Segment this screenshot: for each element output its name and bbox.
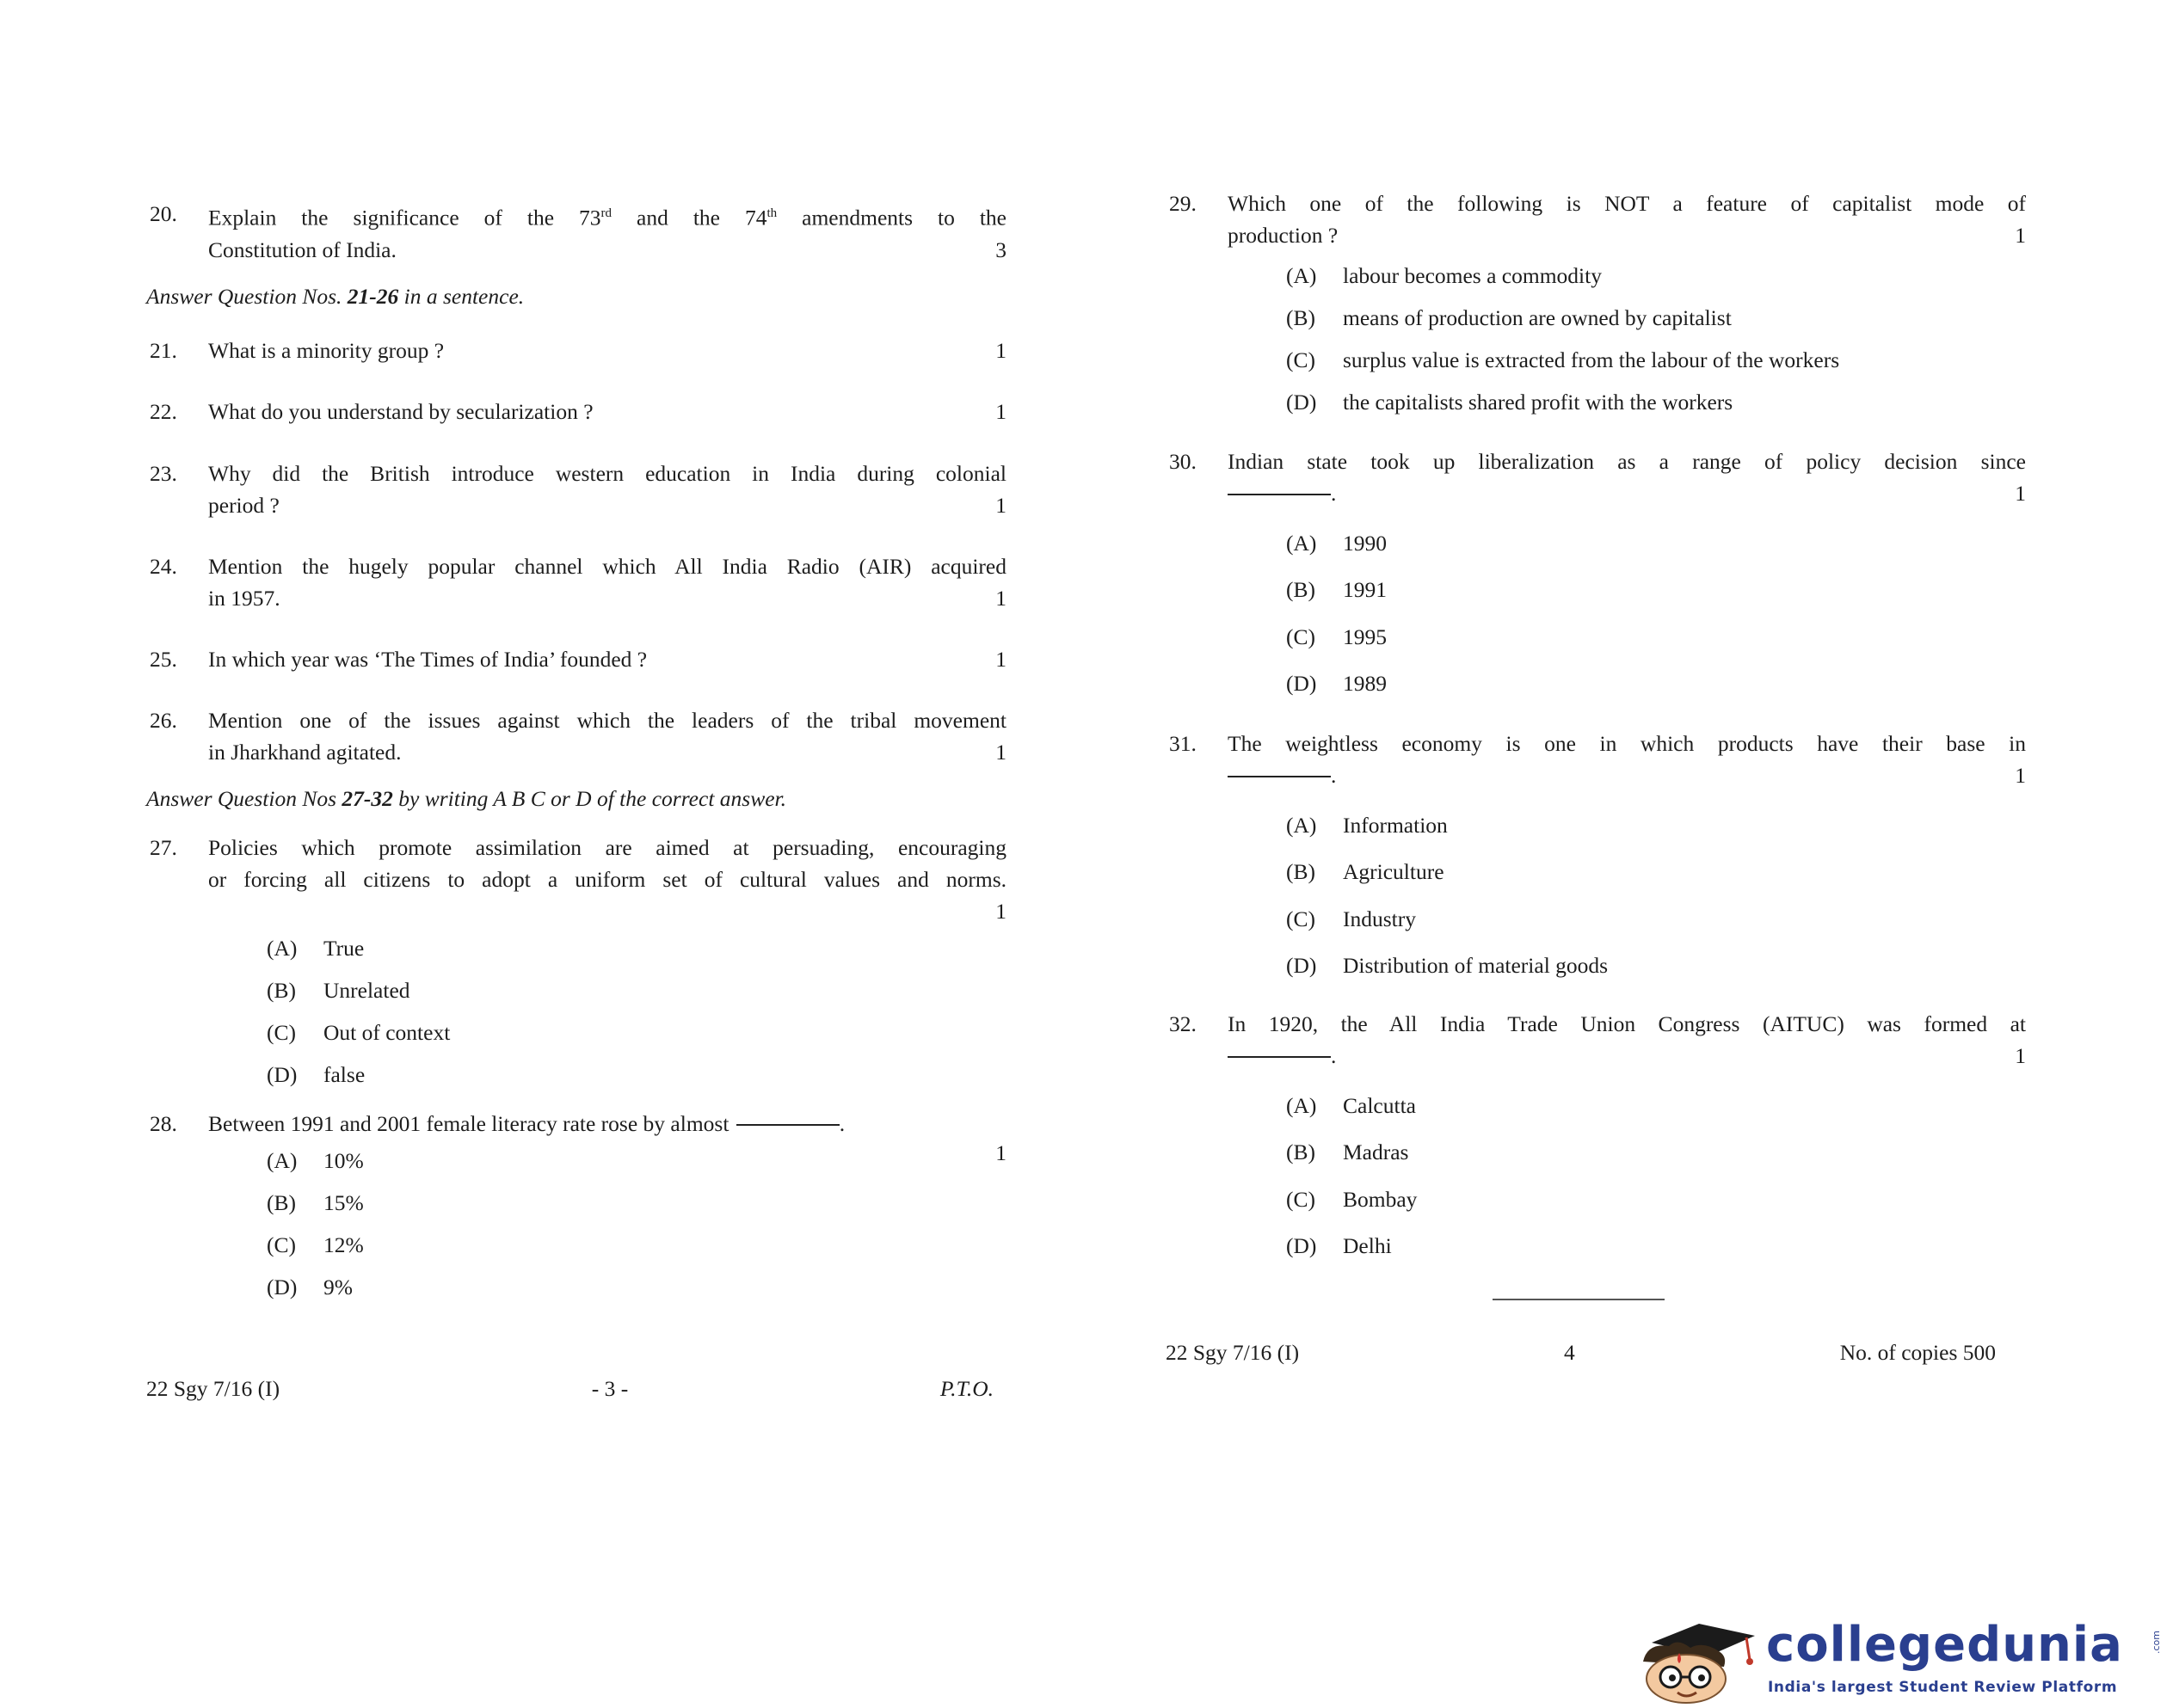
question-26 xyxy=(146,704,1006,768)
question-text: In 1920, the All India Trade Union Congress (AITUC) was formed at xyxy=(1228,1011,2026,1036)
question-25 xyxy=(146,643,1006,675)
end-of-paper-rule xyxy=(1493,1299,1665,1300)
question-number: 23. xyxy=(150,460,177,486)
graduate-mascot-icon xyxy=(1617,1617,1764,1705)
question-text: Why did the British introduce western education in India during colonial xyxy=(208,460,1006,486)
marks: 1 xyxy=(995,739,1006,765)
question-21 xyxy=(146,335,1006,366)
question-32 xyxy=(1166,1008,2026,1269)
right-page-footer xyxy=(1166,1340,1996,1366)
option-a: (A) 1990 xyxy=(1286,530,1387,556)
marks: 1 xyxy=(995,337,1006,363)
marks: 1 xyxy=(2015,763,2026,788)
question-29 xyxy=(1166,187,2026,423)
option-d: (D) 1989 xyxy=(1286,671,1387,697)
marks: 1 xyxy=(995,898,1006,924)
question-number: 22. xyxy=(150,398,177,424)
option-c: (C) 12% xyxy=(267,1232,364,1257)
question-number: 25. xyxy=(150,646,177,672)
brand-name: collegedunia xyxy=(1766,1617,2123,1673)
options-list xyxy=(1228,802,2026,989)
question-text-line2: in 1957. xyxy=(208,585,280,611)
option-b: (B) 15% xyxy=(267,1189,364,1215)
marks: 1 xyxy=(2015,1043,2026,1068)
marks: 1 xyxy=(995,492,1006,518)
answer-blank xyxy=(1228,494,1331,495)
right-page-content xyxy=(1166,187,2026,1269)
marks: 1 xyxy=(995,646,1006,672)
marks: 3 xyxy=(995,237,1006,262)
option-b: (B) Agriculture xyxy=(1286,859,1444,885)
question-text-line2: Constitution of India. xyxy=(208,237,397,262)
option-c: (C) 1995 xyxy=(1286,624,1387,649)
question-number: 26. xyxy=(150,707,177,733)
question-text-line2: production ? xyxy=(1228,223,1339,248)
question-text: Mention the hugely popular channel which All India Radio (AIR) acquired xyxy=(208,553,1006,579)
option-d: (D) Delhi xyxy=(1286,1233,1392,1259)
question-text: Between 1991 and 2001 female literacy rate rose by almost . xyxy=(208,1110,846,1136)
options-list xyxy=(208,1140,1006,1308)
page-number: - 3 - xyxy=(591,1376,629,1401)
question-text-line2: in Jharkhand agitated. xyxy=(208,739,402,765)
question-28 xyxy=(146,1108,1006,1308)
question-text: Policies which promote assimilation are aimed at persuading, encouraging xyxy=(208,834,1006,860)
section-instruction: Answer Question Nos. 21-26 in a sentence. xyxy=(146,283,525,309)
question-27 xyxy=(146,832,1006,1096)
question-number: 24. xyxy=(150,553,177,579)
left-page-content xyxy=(146,198,1006,1308)
question-text-line2: or forcing all citizens to adopt a uniform set of cultural values and norms. xyxy=(208,866,1006,892)
section-instruction: Answer Question Nos 27-32 by writing A B C or D of the correct answer. xyxy=(146,785,786,811)
question-text-line2: . xyxy=(1228,477,2026,509)
marks: 1 xyxy=(995,585,1006,611)
question-30 xyxy=(1166,445,2026,707)
question-22 xyxy=(146,396,1006,427)
options-list xyxy=(1228,519,2026,707)
question-text: What do you understand by secularization ? xyxy=(208,398,594,424)
left-page-footer xyxy=(146,1376,994,1402)
question-text: In which year was ‘The Times of India’ founded ? xyxy=(208,646,648,672)
question-20 xyxy=(146,198,1006,266)
question-23 xyxy=(146,458,1006,521)
option-c: (C) Bombay xyxy=(1286,1186,1418,1212)
question-text: Indian state took up liberalization as a range of policy decision since xyxy=(1228,449,2026,474)
question-number: 31. xyxy=(1169,731,1197,756)
copies-count: No. of copies 500 xyxy=(1839,1340,1996,1365)
option-b: (B) means of production are owned by capitalist xyxy=(1286,305,1732,330)
options-list xyxy=(1228,1082,2026,1269)
option-d: (D) 9% xyxy=(267,1274,353,1299)
answer-blank xyxy=(736,1124,840,1126)
brand-tagline: India's largest Student Review Platform xyxy=(1768,1679,2118,1696)
collegedunia-watermark xyxy=(1617,1617,2168,1705)
question-number: 20. xyxy=(150,201,177,226)
question-text: What is a minority group ? xyxy=(208,337,445,363)
marks: 1 xyxy=(995,398,1006,424)
question-text-line2: . xyxy=(1228,1040,2026,1072)
option-d: (D) false xyxy=(267,1061,366,1087)
question-text: The weightless economy is one in which products have their base in xyxy=(1228,731,2026,756)
marks: 1 xyxy=(2015,481,2026,506)
question-text: Mention one of the issues against which the leaders of the tribal movement xyxy=(208,707,1006,733)
question-number: 28. xyxy=(150,1110,177,1136)
question-text: Explain the significance of the 73rd and the 74th amendments to the xyxy=(208,205,1006,230)
options-list xyxy=(208,927,1006,1096)
option-b: (B) 1991 xyxy=(1286,577,1387,603)
option-c: (C) Industry xyxy=(1286,906,1416,931)
question-text: Which one of the following is NOT a feature of capitalist mode of xyxy=(1228,191,2026,216)
question-number: 30. xyxy=(1169,449,1197,474)
answer-blank xyxy=(1228,776,1331,777)
question-text-line2: period ? xyxy=(208,492,280,518)
page-number: 4 xyxy=(1564,1340,1575,1365)
pto-label: P.T.O. xyxy=(939,1376,994,1401)
brand-tld: .com xyxy=(2151,1631,2162,1654)
question-text-line2: . xyxy=(1228,759,2026,791)
option-b: (B) Madras xyxy=(1286,1140,1409,1165)
option-d: (D) Distribution of material goods xyxy=(1286,953,1609,979)
marks: 1 xyxy=(2015,223,2026,248)
option-c: (C) Out of context xyxy=(267,1019,451,1045)
question-number: 32. xyxy=(1169,1011,1197,1036)
option-a: (A) labour becomes a commodity xyxy=(1286,263,1602,288)
option-c: (C) surplus value is extracted from the labour of the workers xyxy=(1286,347,1840,372)
option-a: (A) Calcutta xyxy=(1286,1092,1416,1118)
options-list xyxy=(1228,251,2026,423)
question-number: 21. xyxy=(150,337,177,363)
option-b: (B) Unrelated xyxy=(267,977,410,1003)
marks: 1 xyxy=(995,1140,1006,1165)
paper-code: 22 Sgy 7/16 (I) xyxy=(1166,1340,1300,1365)
option-a: (A) 10% xyxy=(267,1147,364,1173)
option-a: (A) True xyxy=(267,935,365,961)
option-a: (A) Information xyxy=(1286,812,1448,838)
paper-code: 22 Sgy 7/16 (I) xyxy=(146,1376,280,1401)
question-number: 29. xyxy=(1169,191,1197,216)
option-d: (D) the capitalists shared profit with the workers xyxy=(1286,390,1733,415)
question-31 xyxy=(1166,728,2026,989)
question-number: 27. xyxy=(150,834,177,860)
question-24 xyxy=(146,550,1006,614)
answer-blank xyxy=(1228,1056,1331,1058)
